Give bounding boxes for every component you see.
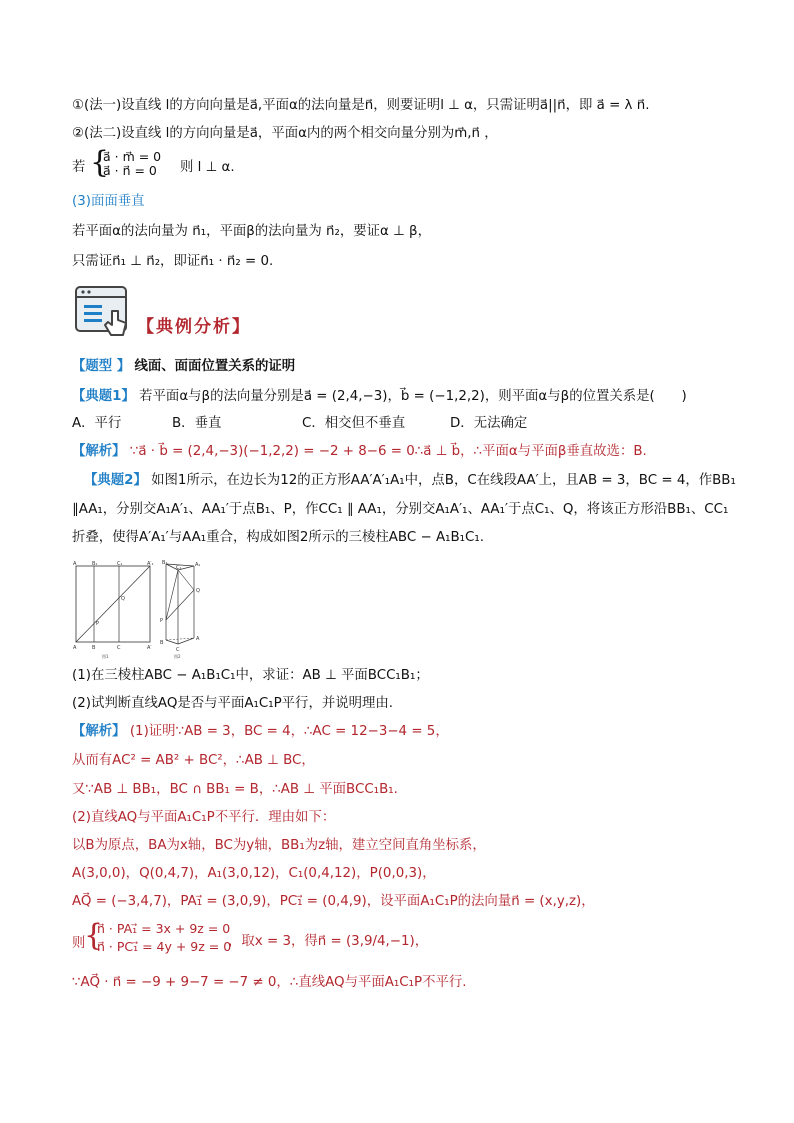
solution-line-2: 从而有AC² = AB² + BC²，∴AB ⊥ BC， — [72, 753, 315, 768]
figures — [72, 560, 222, 662]
solution-line-4: (2)直线AQ与平面A₁C₁P不平行．理由如下： — [72, 810, 336, 825]
example2-label: 【典题2】 — [84, 473, 147, 488]
example2-line-1 — [84, 471, 736, 491]
svg-text:C₁: C₁ — [117, 561, 123, 567]
example1-solution — [72, 442, 647, 462]
solution-system-eq-2: n⃗ · PC₁⃗ = 4y + 9z = 0 — [97, 939, 232, 954]
svg-text:B₁: B₁ — [162, 560, 168, 566]
topic-line — [72, 357, 295, 377]
figure2-prism — [160, 560, 210, 662]
svg-text:C: C — [176, 647, 180, 653]
example2-line-2: ∥AA₁，分别交A₁A′₁、AA₁′于点B₁、P，作CC₁ ∥ AA₁，分别交A₁A′₁、AA₁′于点C₁、Q，将该正方形沿BB₁、CC₁ — [72, 502, 729, 517]
svg-text:B: B — [92, 645, 96, 651]
example1-solution-label: 【解析】 — [72, 444, 126, 459]
svg-text:A₁: A₁ — [195, 562, 201, 568]
solution-line-9: ∵AQ⃗ · n⃗ = −9 + 9−7 = −7 ≠ 0，∴直线AQ与平面A₁C₁P不平行. — [72, 975, 467, 990]
svg-text:A′: A′ — [147, 645, 152, 651]
question-2: (2)试判断直线AQ是否与平面A₁C₁P平行，并说明理由. — [72, 696, 394, 711]
svg-text:Q: Q — [121, 596, 125, 602]
example1-text: 若平面α与β的法向量分别是a⃗ = (2,4,−3)，b⃗ = (−1,2,2)，则平面α与β的位置关系是( ) — [139, 389, 687, 404]
example1-question — [72, 387, 687, 407]
face-proof-line: 只需证n⃗₁ ⊥ n⃗₂，即证n⃗₁ · n⃗₂ = 0. — [72, 254, 274, 269]
solution-line-8-prefix: 则 — [72, 936, 86, 951]
svg-text:P: P — [160, 618, 164, 624]
solution-line-3: 又∵AB ⊥ BB₁，BC ∩ BB₁ = B，∴AB ⊥ 平面BCC₁B₁. — [72, 782, 398, 797]
solution-system-brace: { — [84, 918, 104, 953]
condition-suffix: 则 l ⊥ α. — [180, 160, 235, 175]
svg-text:A′₁: A′₁ — [147, 561, 154, 567]
option-b: B．垂直 — [172, 416, 222, 431]
system-brace: { — [90, 145, 110, 180]
question-1: (1)在三棱柱ABC − A₁B₁C₁中，求证：AB ⊥ 平面BCC₁B₁； — [72, 668, 429, 683]
topic-title: 线面、面面位置关系的证明 — [134, 359, 296, 374]
solution-system-eq-1: n⃗ · PA₁⃗ = 3x + 9z = 0 — [97, 921, 231, 936]
svg-text:图2: 图2 — [174, 654, 181, 659]
example2-line-3: 折叠，使得A′A₁′与AA₁重合，构成如图2所示的三棱柱ABC − A₁B₁C₁. — [72, 530, 485, 545]
method-one-line: ①(法一)设直线 l的方向向量是a⃗,平面α的法向量是n⃗，则要证明l ⊥ α，只需证明a⃗||n⃗，即 a⃗ = λ n⃗. — [72, 98, 650, 113]
svg-text:B₁: B₁ — [92, 561, 98, 567]
solution-line-5: 以B为原点，BA为x轴，BC为y轴，BB₁为z轴，建立空间直角坐标系， — [72, 838, 486, 853]
example-analysis-title: 【典例分析】 — [137, 317, 251, 337]
svg-text:图1: 图1 — [102, 654, 109, 659]
system-eq-2: a⃗ · n⃗ = 0 — [103, 163, 157, 178]
svg-text:C: C — [117, 645, 121, 651]
solution-text-1: (1)证明∵AB = 3，BC = 4，∴AC = 12−3−4 = 5， — [129, 724, 449, 739]
solution-line-6: A(3,0,0)，Q(0,4,7)，A₁(3,0,12)，C₁(0,4,12)，P(0,0,3)， — [72, 866, 436, 881]
section-face-perpendicular: (3)面面垂直 — [72, 194, 145, 209]
svg-text:P: P — [96, 621, 100, 627]
face-normal-line: 若平面α的法向量为 n⃗₁，平面β的法向量为 n⃗₂，要证α ⊥ β， — [72, 224, 431, 239]
option-a: A．平行 — [72, 416, 122, 431]
system-eq-1: a⃗ · m⃗ = 0 — [103, 149, 162, 164]
solution-line-7: AQ⃗ = (−3,4,7)，PA₁⃗ = (3,0,9)，PC₁⃗ = (0,4,9)，设平面A₁C₁P的法向量n⃗ = (x,y,z)， — [72, 894, 595, 909]
solution-line-8-suffix: ，取x = 3，得n⃗ = (3,9/4,−1)， — [228, 934, 429, 949]
svg-text:A: A — [196, 636, 200, 642]
svg-text:A: A — [73, 645, 77, 651]
topic-label: 【题型 】 — [72, 359, 131, 374]
example1-label: 【典题1】 — [72, 389, 135, 404]
svg-text:C₁: C₁ — [176, 565, 182, 571]
window-hand-icon — [72, 283, 142, 341]
example1-solution-text: ∵a⃗ · b⃗ = (2,4,−3)(−1,2,2) = −2 + 8−6 = 0∴a⃗ ⊥ b⃗，∴平面α与平面β垂直故选：B. — [129, 444, 647, 459]
solution-line-1 — [72, 722, 449, 742]
condition-prefix: 若 — [72, 160, 86, 175]
svg-text:A: A — [73, 561, 77, 567]
method-two-line: ②(法二)设直线 l的方向向量是a⃗，平面α内的两个相交向量分别为m⃗,n⃗ ， — [72, 126, 498, 141]
svg-text:B: B — [160, 640, 164, 646]
option-d: D．无法确定 — [450, 416, 528, 431]
option-c: C．相交但不垂直 — [302, 416, 406, 431]
svg-text:Q: Q — [196, 588, 200, 594]
example2-text-1: 如图1所示，在边长为12的正方形AA′A′₁A₁中，点B，C在线段AA′上，且AB = 3，BC = 4，作BB₁ — [151, 473, 736, 488]
example2-solution-label: 【解析】 — [72, 724, 126, 739]
